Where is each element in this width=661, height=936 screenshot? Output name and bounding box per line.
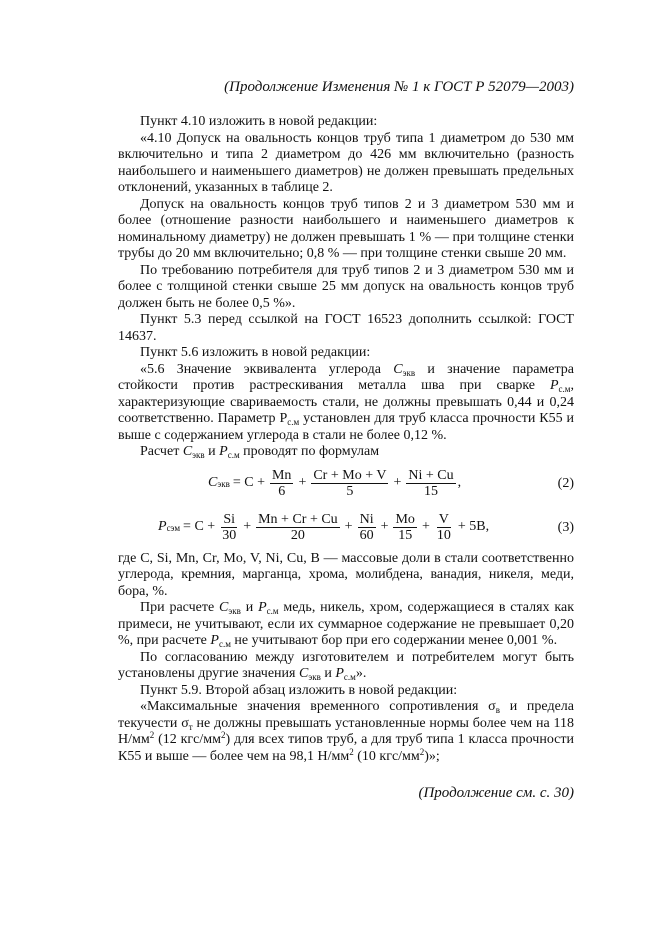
paragraph-5-3: Пункт 5.3 перед ссылкой на ГОСТ 16523 дополнить ссылкой: ГОСТ 14637. <box>118 312 574 344</box>
fraction: $\frac{Mn + Cr + Cu}{20}$ <box>258 512 338 543</box>
continuation-footer: (Продолжение см. с. 30) <box>418 785 574 801</box>
paragraph-where: где C, Si, Mn, Cr, Mo, V, Ni, Cu, B — массовые доли в стали соответственно углерода, кремния, марганца, хрома, молибдена, ванадия, никеля, меди, бора, %. <box>118 550 574 599</box>
paragraph-5-6-intro: Пункт 5.6 изложить в новой редакции: <box>140 345 371 360</box>
paragraph-ovality-customer: По требованию потребителя для труб типов 2 и 3 диаметром 530 мм и более с толщиной стенки свыше 25 мм допуск на овальность концов труб должен быть не более 0,5 %». <box>118 262 574 311</box>
fraction: $\frac{Mo}{15}$ <box>395 512 415 543</box>
paragraph-impurities: При расчете $C_{экв}$ и $P_{с.м}$ медь, никель, хром, содержащиеся в сталях как примеси, не учитывают, если их суммарное содержание не превышает 0,20 %, при расчете $P_{с.м}$ не учитывают бор при его содержании менее 0,001 %. <box>118 600 574 649</box>
fraction: $\frac{Ni + Cu}{15}$ <box>408 468 454 499</box>
paragraph-5-6: «5.6 Значение эквивалента углерода $C_{экв}$ и значение параметра стойкости против растрескивания металла шва при сварке $P_{с.м}$, характеризующие свариваемость стали, не должны превышать 0,44 и 0,24 соответственно. Параметр $P_{с.м}$ установлен для труб класса прочности К55 и выше с содержанием углерода в стали не более 0,12 %. <box>118 361 574 443</box>
formula-2: C экв = C + $\frac{Mn}{6}$ + $\frac{Cr + Mo + V}{5}$ + $\frac{Ni + Cu}{15}$ , (2) <box>208 468 574 499</box>
paragraph-5-9-intro: Пункт 5.9. Второй абзац изложить в новой редакции: <box>140 682 458 698</box>
document-page <box>118 78 574 802</box>
formula-3: P cэм = C + $\frac{Si}{30}$ + $\frac{Mn + Cr + Cu}{20}$ + $\frac{Ni}{60}$ + $\frac{Mo}{15}$ + $\frac{V}{10}$ + 5B, (3) <box>158 512 574 543</box>
paragraph-4-10: «4.10 Допуск на овальность концов труб типа 1 диаметром до 530 мм включительно и типа 2 диаметром до 426 мм включительно (разность наибольшего и наименьшего диаметров) не должен превышать предельных отклонений, указанных в таблице 2. <box>118 130 574 195</box>
paragraph-calc-intro: Расчет $C_{экв}$ и $P_{с.м}$ проводят по формулам <box>140 444 380 460</box>
fraction: $\frac{V}{10}$ <box>436 512 451 543</box>
fraction: $\frac{Mn}{6}$ <box>271 468 292 499</box>
fraction: $\frac{Si}{30}$ <box>222 512 237 543</box>
formula-number: (2) <box>557 475 574 491</box>
fraction: $\frac{Ni}{60}$ <box>359 512 374 543</box>
continuation-header: (Продолжение Изменения № 1 к ГОСТ Р 52079—2003) <box>224 79 574 95</box>
fraction: $\frac{Cr + Mo + V}{5}$ <box>313 468 387 499</box>
formula-number: (3) <box>557 519 574 535</box>
paragraph-agreement: По согласованию между изготовителем и потребителем могут быть установлены другие значения $C_{экв}$ и $P_{с.м}$». <box>118 649 574 682</box>
paragraph-ovality-large: Допуск на овальность концов труб типов 2 и 3 диаметром 530 мм и более (отношение разности наибольшего и наименьшего диаметров к номинальному диаметру) не должен превышать 1 % — при толщине стенки трубы до 20 мм включительно; 0,8 % — при толщине стенки свыше 20 мм. <box>118 196 574 261</box>
paragraph-4-10-intro: Пункт 4.10 изложить в новой редакции: <box>140 114 378 129</box>
paragraph-5-9: «Максимальные значения временного сопротивления $\sigma_в$ и предела текучести $\sigma_т$ не должны превышать установленные нормы более чем на 118 $Н/мм^2$ (12 кгс/$мм^2$) для всех типов труб, а для труб типа 1 класса прочности К55 и выше — более чем на 98,1 $Н/мм^2$ (10 кгс/$мм^2$)»; <box>118 699 574 764</box>
